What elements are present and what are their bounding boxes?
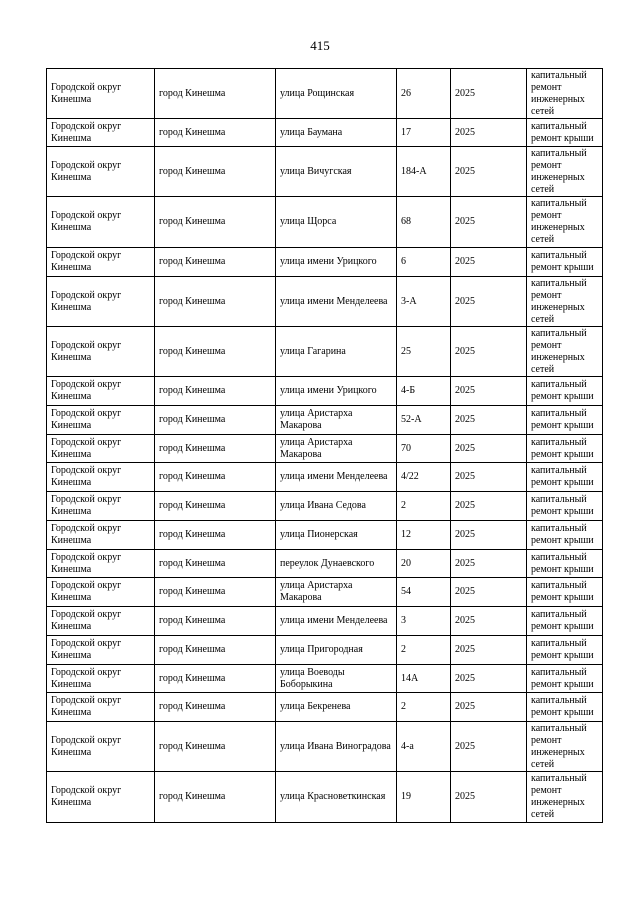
year-cell: 2025 — [451, 377, 527, 406]
street-cell: улица Бекренева — [276, 693, 397, 722]
house-number-cell: 4-Б — [397, 377, 451, 406]
municipality-cell: Городской округ Кинешма — [47, 197, 155, 248]
street-cell: улица Пионерская — [276, 521, 397, 550]
street-cell: улица имени Урицкого — [276, 377, 397, 406]
street-cell: улица Щорса — [276, 197, 397, 248]
city-cell: город Кинешма — [155, 521, 276, 550]
city-cell: город Кинешма — [155, 463, 276, 492]
house-number-cell: 3-А — [397, 277, 451, 327]
table-row — [47, 327, 603, 377]
table-row — [47, 521, 603, 550]
work-type-cell: капитальный ремонт крыши — [527, 693, 603, 722]
year-cell: 2025 — [451, 277, 527, 327]
city-cell: город Кинешма — [155, 69, 276, 119]
city-cell: город Кинешма — [155, 435, 276, 463]
house-number-cell: 70 — [397, 435, 451, 463]
year-cell: 2025 — [451, 636, 527, 665]
municipality-cell: Городской округ Кинешма — [47, 435, 155, 463]
table-row — [47, 248, 603, 277]
table-row — [47, 463, 603, 492]
year-cell: 2025 — [451, 248, 527, 277]
year-cell: 2025 — [451, 665, 527, 693]
house-number-cell: 6 — [397, 248, 451, 277]
street-cell: улица Воеводы Боборыкина — [276, 665, 397, 693]
house-number-cell: 4-а — [397, 722, 451, 772]
work-type-cell: капитальный ремонт крыши — [527, 248, 603, 277]
street-cell: улица Ивана Седова — [276, 492, 397, 521]
city-cell: город Кинешма — [155, 197, 276, 248]
year-cell: 2025 — [451, 578, 527, 607]
page-number: 415 — [310, 38, 330, 53]
house-number-cell: 17 — [397, 119, 451, 147]
street-cell: улица Аристарха Макарова — [276, 406, 397, 435]
house-number-cell: 54 — [397, 578, 451, 607]
house-number-cell: 2 — [397, 693, 451, 722]
work-type-cell: капитальный ремонт крыши — [527, 435, 603, 463]
house-number-cell: 68 — [397, 197, 451, 248]
street-cell: улица Баумана — [276, 119, 397, 147]
table-body — [47, 69, 603, 823]
table-row — [47, 119, 603, 147]
year-cell: 2025 — [451, 147, 527, 197]
municipality-cell: Городской округ Кинешма — [47, 463, 155, 492]
municipality-cell: Городской округ Кинешма — [47, 772, 155, 823]
street-cell: улица Аристарха Макарова — [276, 578, 397, 607]
municipality-cell: Городской округ Кинешма — [47, 327, 155, 377]
house-number-cell: 2 — [397, 492, 451, 521]
street-cell: улица Вичугская — [276, 147, 397, 197]
work-type-cell: капитальный ремонт крыши — [527, 377, 603, 406]
house-number-cell: 14А — [397, 665, 451, 693]
work-type-cell: капитальный ремонт инженерных сетей — [527, 147, 603, 197]
city-cell: город Кинешма — [155, 377, 276, 406]
street-cell: улица имени Менделеева — [276, 463, 397, 492]
work-type-cell: капитальный ремонт инженерных сетей — [527, 69, 603, 119]
city-cell: город Кинешма — [155, 550, 276, 578]
work-type-cell: капитальный ремонт крыши — [527, 607, 603, 636]
year-cell: 2025 — [451, 69, 527, 119]
city-cell: город Кинешма — [155, 492, 276, 521]
repair-schedule-table — [46, 68, 603, 823]
table-row — [47, 693, 603, 722]
city-cell: город Кинешма — [155, 607, 276, 636]
year-cell: 2025 — [451, 722, 527, 772]
table-row — [47, 722, 603, 772]
municipality-cell: Городской округ Кинешма — [47, 607, 155, 636]
city-cell: город Кинешма — [155, 578, 276, 607]
municipality-cell: Городской округ Кинешма — [47, 248, 155, 277]
table-row — [47, 69, 603, 119]
work-type-cell: капитальный ремонт крыши — [527, 521, 603, 550]
city-cell: город Кинешма — [155, 119, 276, 147]
house-number-cell: 25 — [397, 327, 451, 377]
table-row — [47, 377, 603, 406]
municipality-cell: Городской округ Кинешма — [47, 277, 155, 327]
year-cell: 2025 — [451, 463, 527, 492]
work-type-cell: капитальный ремонт крыши — [527, 119, 603, 147]
work-type-cell: капитальный ремонт инженерных сетей — [527, 277, 603, 327]
work-type-cell: капитальный ремонт крыши — [527, 636, 603, 665]
house-number-cell: 3 — [397, 607, 451, 636]
municipality-cell: Городской округ Кинешма — [47, 406, 155, 435]
municipality-cell: Городской округ Кинешма — [47, 550, 155, 578]
municipality-cell: Городской округ Кинешма — [47, 693, 155, 722]
table-row — [47, 636, 603, 665]
municipality-cell: Городской округ Кинешма — [47, 722, 155, 772]
year-cell: 2025 — [451, 607, 527, 636]
municipality-cell: Городской округ Кинешма — [47, 636, 155, 665]
table-row — [47, 197, 603, 248]
work-type-cell: капитальный ремонт крыши — [527, 492, 603, 521]
house-number-cell: 52-А — [397, 406, 451, 435]
municipality-cell: Городской округ Кинешма — [47, 147, 155, 197]
city-cell: город Кинешма — [155, 147, 276, 197]
table-row — [47, 492, 603, 521]
municipality-cell: Городской округ Кинешма — [47, 492, 155, 521]
house-number-cell: 2 — [397, 636, 451, 665]
municipality-cell: Городской округ Кинешма — [47, 119, 155, 147]
year-cell: 2025 — [451, 550, 527, 578]
work-type-cell: капитальный ремонт инженерных сетей — [527, 197, 603, 248]
house-number-cell: 184-А — [397, 147, 451, 197]
municipality-cell: Городской округ Кинешма — [47, 377, 155, 406]
table-row — [47, 665, 603, 693]
street-cell: переулок Дунаевского — [276, 550, 397, 578]
city-cell: город Кинешма — [155, 277, 276, 327]
city-cell: город Кинешма — [155, 636, 276, 665]
street-cell: улица имени Менделеева — [276, 607, 397, 636]
work-type-cell: капитальный ремонт крыши — [527, 578, 603, 607]
municipality-cell: Городской округ Кинешма — [47, 665, 155, 693]
street-cell: улица Гагарина — [276, 327, 397, 377]
work-type-cell: капитальный ремонт крыши — [527, 550, 603, 578]
municipality-cell: Городской округ Кинешма — [47, 521, 155, 550]
city-cell: город Кинешма — [155, 772, 276, 823]
street-cell: улица имени Менделеева — [276, 277, 397, 327]
street-cell: улица Ивана Виноградова — [276, 722, 397, 772]
street-cell: улица Пригородная — [276, 636, 397, 665]
year-cell: 2025 — [451, 693, 527, 722]
year-cell: 2025 — [451, 492, 527, 521]
municipality-cell: Городской округ Кинешма — [47, 69, 155, 119]
table-row — [47, 578, 603, 607]
table-row — [47, 772, 603, 823]
house-number-cell: 12 — [397, 521, 451, 550]
year-cell: 2025 — [451, 435, 527, 463]
house-number-cell: 4/22 — [397, 463, 451, 492]
year-cell: 2025 — [451, 521, 527, 550]
year-cell: 2025 — [451, 772, 527, 823]
city-cell: город Кинешма — [155, 327, 276, 377]
house-number-cell: 19 — [397, 772, 451, 823]
table-row — [47, 147, 603, 197]
year-cell: 2025 — [451, 327, 527, 377]
year-cell: 2025 — [451, 197, 527, 248]
city-cell: город Кинешма — [155, 665, 276, 693]
table-row — [47, 550, 603, 578]
table-row — [47, 406, 603, 435]
municipality-cell: Городской округ Кинешма — [47, 578, 155, 607]
year-cell: 2025 — [451, 406, 527, 435]
street-cell: улица имени Урицкого — [276, 248, 397, 277]
house-number-cell: 20 — [397, 550, 451, 578]
table-row — [47, 607, 603, 636]
street-cell: улица Аристарха Макарова — [276, 435, 397, 463]
work-type-cell: капитальный ремонт инженерных сетей — [527, 772, 603, 823]
work-type-cell: капитальный ремонт крыши — [527, 665, 603, 693]
work-type-cell: капитальный ремонт инженерных сетей — [527, 722, 603, 772]
city-cell: город Кинешма — [155, 722, 276, 772]
street-cell: улица Красноветкинская — [276, 772, 397, 823]
work-type-cell: капитальный ремонт крыши — [527, 406, 603, 435]
city-cell: город Кинешма — [155, 406, 276, 435]
house-number-cell: 26 — [397, 69, 451, 119]
year-cell: 2025 — [451, 119, 527, 147]
work-type-cell: капитальный ремонт инженерных сетей — [527, 327, 603, 377]
work-type-cell: капитальный ремонт крыши — [527, 463, 603, 492]
table-row — [47, 277, 603, 327]
table-row — [47, 435, 603, 463]
city-cell: город Кинешма — [155, 248, 276, 277]
street-cell: улица Рощинская — [276, 69, 397, 119]
city-cell: город Кинешма — [155, 693, 276, 722]
